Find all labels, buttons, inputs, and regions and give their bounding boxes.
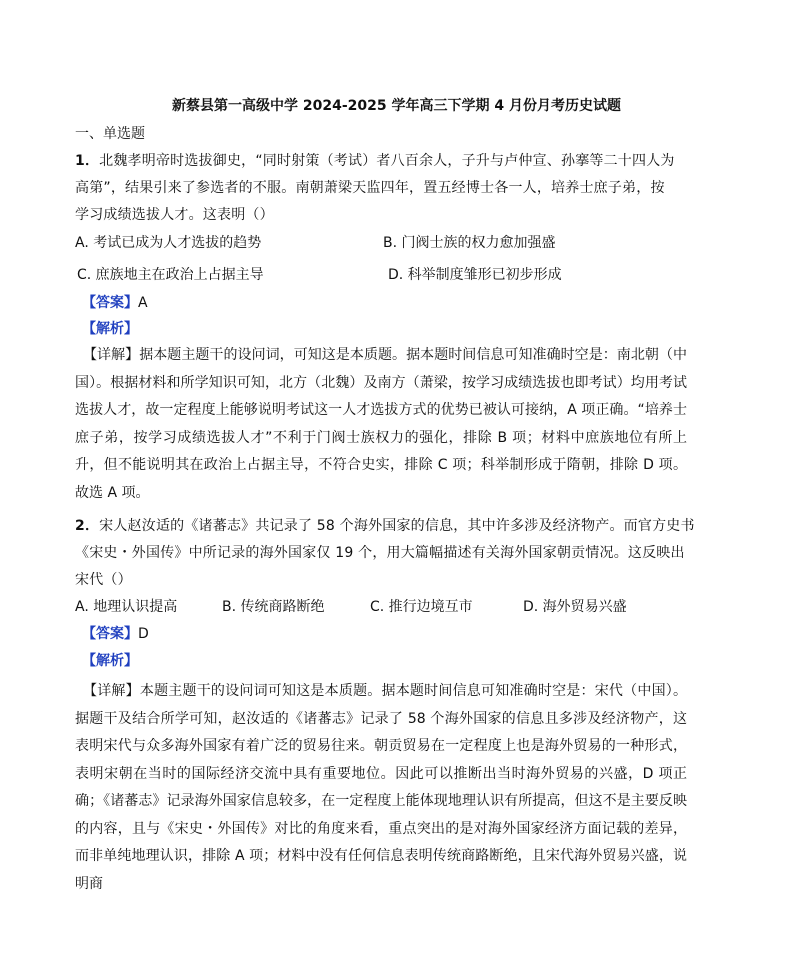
q2-stem-line-2: 《宋史・外国传》中所记录的海外国家仅 19 个，用大篇幅描述有关海外国家朝贡情况。这反映出: [75, 545, 685, 561]
q1-analysis-tag: 【解析】: [82, 321, 138, 337]
q1-stem-line-3: 学习成绩选拔人才。这表明（）: [75, 207, 274, 223]
q1-detail: 【详解】据本题主题干的设问词，可知这是本质题。据本题时间信息可知准确时空是：南北朝（中国）。根据材料和所学知识可知，北方（北魏）及南方（萧梁，按学习成绩选拔也即考试）均用考试选拔人才，故一定程度上能够说明考试这一人才选拔方式的优势已被认可接纳，A 项正确。“培养士庶子弟，按学习成绩选拔人才”不利于门阀士族权力的强化，排除 B 项；材料中庶族地位有所上升，但不能说明其在政治上占据主导，不符合史实，排除 C 项；科举制形成于隋朝，排除 D 项。故选 A 项。: [75, 347, 687, 501]
q2-option-b: B. 传统商路断绝: [222, 599, 325, 615]
q1-option-d: D. 科举制度雏形已初步形成: [388, 267, 562, 283]
q2-option-c: C. 推行边境互市: [370, 599, 473, 615]
q1-option-b: B. 门阀士族的权力愈加强盛: [383, 235, 556, 251]
q1-option-a: A. 考试已成为人才选拔的趋势: [75, 235, 262, 251]
q1-answer: [82, 293, 148, 313]
q2-option-d: D. 海外贸易兴盛: [523, 599, 627, 615]
q1-stem-line-2: 高第”，结果引来了参选者的不服。南朝萧梁天监四年，置五经博士各一人，培养士庶子弟，按: [75, 180, 665, 196]
q2-answer-value: D: [138, 626, 149, 642]
q1-number: 1．: [75, 153, 100, 169]
q1-answer-value: A: [138, 295, 148, 311]
page-title: 新蔡县第一高级中学 2024-2025 学年高三下学期 4 月份月考历史试题: [172, 98, 621, 114]
q2-stem-line-1: 2．宋人赵汝适的《诸蕃志》共记录了 58 个海外国家的信息，其中许多涉及经济物产。而官方史书: [75, 518, 695, 534]
q2-answer-tag: 【答案】: [82, 626, 138, 642]
q2-analysis-tag: 【解析】: [82, 653, 138, 669]
q2-number: 2．: [75, 518, 100, 534]
section-heading: 一、单选题: [75, 126, 145, 142]
q2-stem-line-3: 宋代（）: [75, 572, 132, 588]
q1-option-c: C. 庶族地主在政治上占据主导: [77, 267, 264, 283]
q2-detail: 【详解】本题主题干的设问词可知这是本质题。据本题时间信息可知准确时空是：宋代（中国）。据题干及结合所学可知，赵汝适的《诸蕃志》记录了 58 个海外国家的信息且多涉及经济物产，这表明宋代与众多海外国家有着广泛的贸易往来。朝贡贸易在一定程度上也是海外贸易的一种形式，表明宋朝在当时的国际经济交流中具有重要地位。因此可以推断出当时海外贸易的兴盛，D 项正确；《诸蕃志》记录海外国家信息较多，在一定程度上能体现地理认识有所提高，但这不是主要反映的内容，且与《宋史・外国传》对比的角度来看，重点突出的是对海外国家经济方面记载的差异，而非单纯地理认识，排除 A 项；材料中没有任何信息表明传统商路断绝，且宋代海外贸易兴盛，说明商: [75, 683, 687, 892]
q1-stem-line-1: 1．北魏孝明帝时选拔御史，“同时射策（考试）者八百余人，子升与卢仲宣、孙搴等二十四人为: [75, 153, 675, 169]
q2-answer: [82, 624, 149, 644]
q1-answer-tag: 【答案】: [82, 295, 138, 311]
q2-option-a: A. 地理认识提高: [75, 599, 178, 615]
